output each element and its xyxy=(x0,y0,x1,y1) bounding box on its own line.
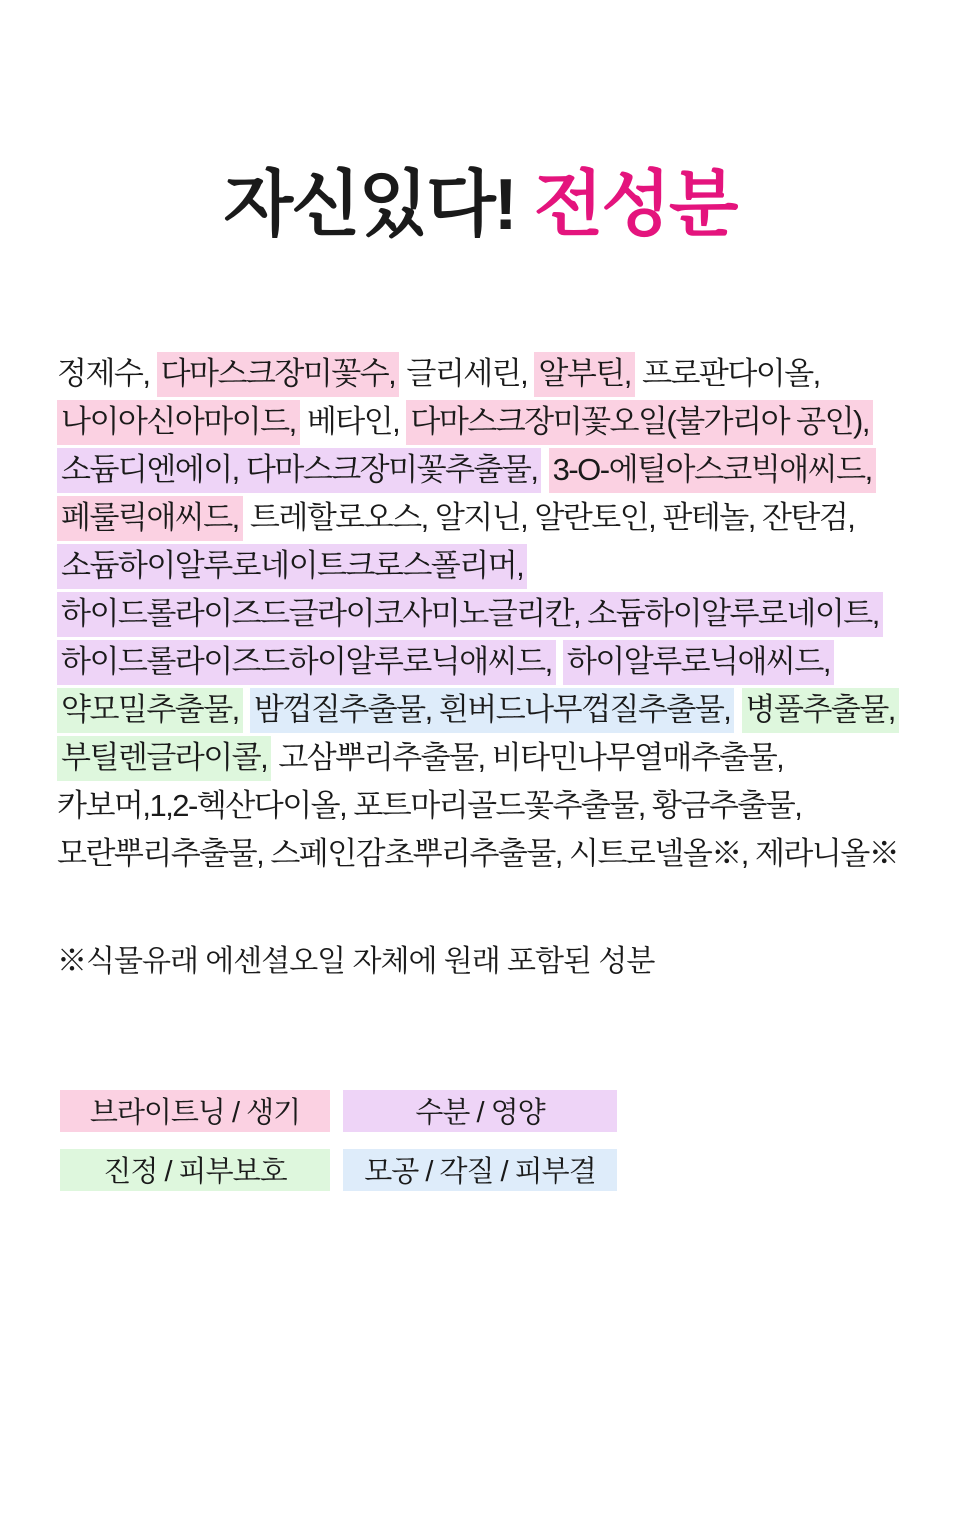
legend-chip-pink xyxy=(60,1090,330,1132)
ingredient-segment: 알부틴, xyxy=(534,352,634,397)
ingredient-line xyxy=(57,398,920,446)
highlight-legend xyxy=(60,1090,617,1191)
ingredient-line xyxy=(57,734,920,782)
legend-chip-purple xyxy=(343,1090,617,1132)
ingredient-segment: 부틸렌글라이콜, xyxy=(57,736,271,781)
ingredient-line xyxy=(57,638,920,686)
legend-chip-green xyxy=(60,1149,330,1191)
ingredient-segment: 하이드롤라이즈드글라이코사미노글리칸, 소듐하이알루로네이트, xyxy=(57,592,883,637)
ingredient-segment: 글리세린, xyxy=(406,355,528,391)
ingredient-segment: 모란뿌리추출물, 스페인감초뿌리추출물, 시트로넬올※, 제라니올※ xyxy=(57,835,899,871)
ingredient-segment: 병풀추출물, xyxy=(742,688,899,733)
page-title-accent: 전성분 xyxy=(533,165,737,245)
ingredient-line xyxy=(57,830,920,878)
ingredient-segment: 고삼뿌리추출물, 비타민나무열매추출물, xyxy=(278,739,784,775)
ingredient-line xyxy=(57,590,920,638)
ingredient-segment: 하이드롤라이즈드하이알루로닉애씨드, xyxy=(57,640,556,685)
ingredients-page xyxy=(0,165,960,1533)
ingredient-segment: 다마스크장미꽃오일(불가리아 공인), xyxy=(406,400,873,445)
ingredient-segment: 페룰릭애씨드, xyxy=(57,496,243,541)
legend-chip-label: 진정 / 피부보호 xyxy=(103,1156,287,1189)
ingredient-segment: 나이아신아마이드, xyxy=(57,400,300,445)
legend-chip-label: 수분 / 영양 xyxy=(415,1097,545,1130)
legend-chip-blue xyxy=(343,1149,617,1191)
ingredient-segment: 프로판다이올, xyxy=(642,355,820,391)
legend-chip-label: 모공 / 각질 / 피부결 xyxy=(364,1156,596,1189)
page-title-black: 자신있다! xyxy=(223,165,516,245)
ingredient-segment: 3-O-에틸아스코빅애씨드, xyxy=(549,448,876,493)
ingredient-line xyxy=(57,782,920,830)
ingredient-segment: 소듐하이알루로네이트크로스폴리머, xyxy=(57,544,527,589)
page-title xyxy=(0,165,960,245)
ingredient-line xyxy=(57,350,920,398)
ingredient-segment: 카보머,1,2-헥산다이올, 포트마리골드꽃추출물, 황금추출물, xyxy=(57,787,802,823)
ingredient-segment: 소듐디엔에이, 다마스크장미꽃추출물, xyxy=(57,448,541,493)
ingredient-segment: 하이알루로닉애씨드, xyxy=(563,640,834,685)
ingredient-segment: 정제수, xyxy=(57,355,150,391)
footnote: ※식물유래 에센셜오일 자체에 원래 포함된 성분 xyxy=(57,944,655,978)
ingredient-segment: 약모밀추출물, xyxy=(57,688,243,733)
ingredient-segment: 트레할로오스, 알지닌, 알란토인, 판테놀, 잔탄검, xyxy=(249,499,855,535)
ingredient-line xyxy=(57,494,920,542)
ingredient-segment: 밤껍질추출물, 흰버드나무껍질추출물, xyxy=(250,688,734,733)
legend-chip-label: 브라이트닝 / 생기 xyxy=(89,1097,301,1130)
ingredient-line xyxy=(57,542,920,590)
ingredient-segment: 베타인, xyxy=(306,403,400,439)
ingredient-segment: 다마스크장미꽃수, xyxy=(157,352,400,397)
ingredient-line xyxy=(57,686,920,734)
ingredient-line xyxy=(57,446,920,494)
ingredients-list xyxy=(57,350,920,878)
